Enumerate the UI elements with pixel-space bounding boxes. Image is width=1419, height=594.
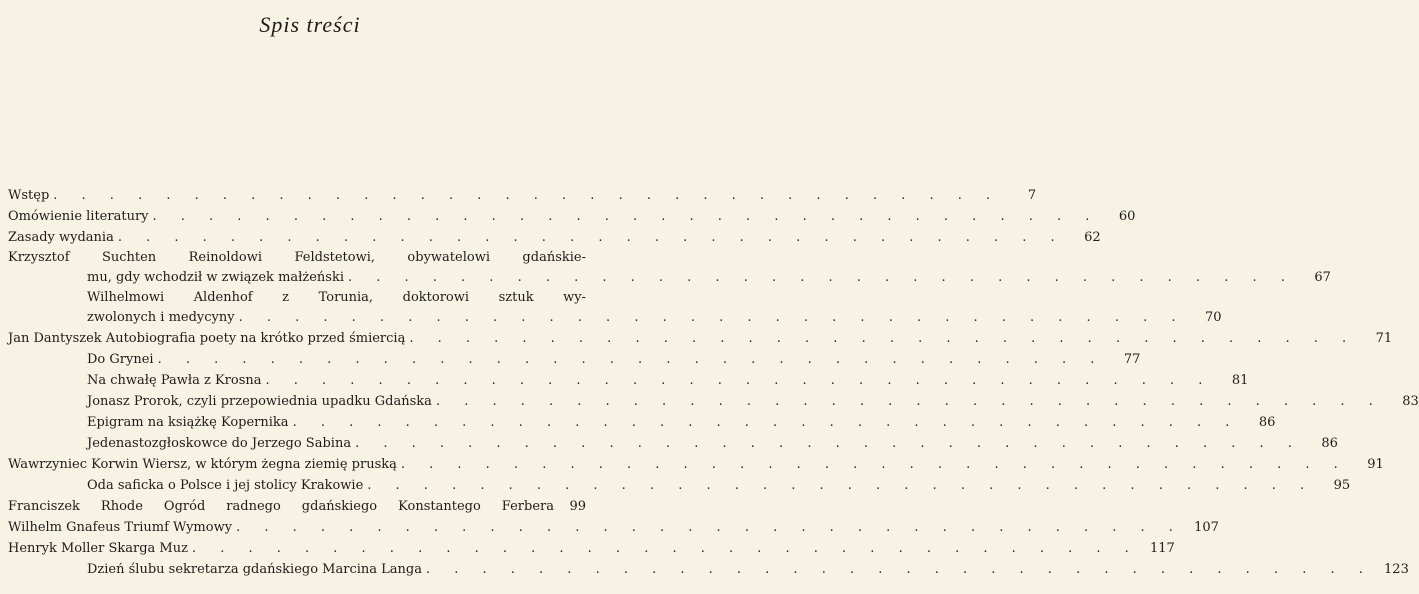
toc-entry-epigram — [8, 412, 1276, 433]
toc-entry-title: Zasady wydania — [8, 230, 114, 245]
toc-entry-zasady — [8, 227, 1101, 248]
toc-entry-page: 60 — [1118, 209, 1136, 224]
toc-entry-title: Epigram na książkę Kopernika — [87, 415, 289, 430]
dot-leader: . . . . . . . . . . . . . . . . . . . . . . . . . . . . . . . . . . — [367, 478, 1315, 493]
toc-entry-title: Krzysztof Suchten Reinoldowi Feldstetowi, obywatelowi gdańskie- — [8, 250, 586, 265]
toc-entry-do-grynei — [8, 349, 1141, 370]
toc-entry-korwin — [8, 454, 1384, 475]
dot-leader: . . . . . . . . . . . . . . . . . . . . . . . . . . . . . . . . . . — [236, 520, 1183, 535]
toc-entry-title: Omówienie literatury — [8, 209, 149, 224]
toc-entry-page: 71 — [1375, 331, 1393, 346]
toc-entry-title: Wilhelm Gnafeus Triumf Wymowy — [8, 520, 233, 535]
toc-entry-page: 91 — [1367, 457, 1384, 472]
toc-entry-rhode — [8, 496, 586, 517]
dot-leader: . . . . . . . . . . . . . . . . . . . . . . . . . . . . . . . . . . — [53, 188, 1001, 203]
toc-entry-page: 99 — [569, 499, 586, 514]
dot-leader: . . . . . . . . . . . . . . . . . . . . . . . . . . . . . . . . . . — [425, 562, 1373, 577]
toc-entry-title: Dzień ślubu sekretarza gdańskiego Marcina Langa — [87, 562, 422, 577]
toc-entry-page: 107 — [1194, 520, 1219, 535]
toc-entry-omowienie — [8, 206, 1136, 227]
toc-entry-gnafeus — [8, 517, 1219, 538]
toc-entry-page: 70 — [1204, 310, 1222, 325]
page-title: Spis treści — [259, 12, 361, 37]
dot-leader: . . . . . . . . . . . . . . . . . . . . . . . . . . . . . . . . . . — [435, 394, 1383, 409]
dot-leader: . . . . . . . . . . . . . . . . . . . . . . . . . . . . . . . . . . — [117, 230, 1065, 245]
dot-leader: . . . . . . . . . . . . . . . . . . . . . . . . . . . . . . . . . . — [347, 270, 1295, 285]
toc-entry-title: Jedenastozgłoskowce do Jerzego Sabina — [87, 436, 352, 451]
toc-entry-title: Wstęp — [8, 188, 50, 203]
dot-leader: . . . . . . . . . . . . . . . . . . . . . . . . . . . . . . . . . . — [238, 310, 1186, 325]
toc-entry-title: Henryk Moller Skarga Muz — [8, 541, 188, 556]
toc-entry-page: 7 — [1027, 188, 1037, 203]
toc-entry-page: 86 — [1321, 436, 1338, 451]
toc-entry-title: Do Grynei — [87, 352, 154, 367]
toc-entry-page: 117 — [1150, 541, 1175, 556]
dot-leader: . . . . . . . . . . . . . . . . . . . . . . . . . . . . . . . . . . — [152, 209, 1100, 224]
toc-entry-moller — [8, 538, 1175, 559]
toc-entry-title: Na chwałę Pawła z Krosna — [87, 373, 262, 388]
toc-entry-title: Wawrzyniec Korwin Wiersz, w którym żegna ziemię pruską — [8, 457, 397, 472]
toc-entry-title: zwolonych i medycyny — [87, 310, 235, 325]
toc-entry-title: Oda saficka o Polsce i jej stolicy Krakowie — [87, 478, 364, 493]
toc-entry-page: 77 — [1123, 352, 1141, 367]
toc-entry-wstep — [8, 185, 1037, 206]
toc-entry-title: Jan Dantyszek Autobiografia poety na krótko przed śmiercią — [8, 331, 406, 346]
toc-entry-dantyszek — [8, 328, 1393, 349]
toc-entry-page: 95 — [1333, 478, 1351, 493]
toc-entry-page: 86 — [1258, 415, 1276, 430]
dot-leader: . . . . . . . . . . . . . . . . . . . . . . . . . . . . . . . . . . — [409, 331, 1357, 346]
toc-entry-page: 83 — [1402, 394, 1419, 409]
toc-entry-jedenastozgloskowce — [8, 433, 1338, 454]
toc-entry-suchten-line1 — [8, 248, 586, 267]
dot-leader: . . . . . . . . . . . . . . . . . . . . . . . . . . . . . . . . . . — [355, 436, 1302, 451]
toc-entry-page: 81 — [1231, 373, 1249, 388]
dot-leader: . . . . . . . . . . . . . . . . . . . . . . . . . . . . . . . . . . — [400, 457, 1348, 472]
toc-entry-aldenhof-line1 — [8, 288, 586, 307]
toc-entry-title: Jonasz Prorok, czyli przepowiednia upadku Gdańska — [87, 394, 432, 409]
toc-entry-dzien-slubu — [8, 559, 1409, 580]
dot-leader: . . . . . . . . . . . . . . . . . . . . . . . . . . . . . . . . . . — [292, 415, 1240, 430]
toc-entry-oda-saficka — [8, 475, 1351, 496]
toc-entry-title: Franciszek Rhode Ogród radnego gdańskiego Konstantego Ferbera — [8, 499, 554, 514]
toc-entry-na-chwale — [8, 370, 1249, 391]
toc-entry-jonasz — [8, 391, 1419, 412]
dot-leader: . . . . . . . . . . . . . . . . . . . . . . . . . . . . . . . . . . — [157, 352, 1105, 367]
toc-entry-page: 62 — [1084, 230, 1101, 245]
table-of-contents — [8, 185, 1419, 580]
toc-entry-page: 67 — [1314, 270, 1331, 285]
toc-entry-aldenhof-line2 — [8, 307, 1222, 328]
toc-entry-title: Wilhelmowi Aldenhof z Torunia, doktorowi sztuk wy- — [87, 290, 586, 305]
toc-entry-page: 123 — [1384, 562, 1409, 577]
dot-leader: . . . . . . . . . . . . . . . . . . . . . . . . . . . . . . . . . . — [265, 373, 1213, 388]
toc-entry-title: mu, gdy wchodził w związek małżeński — [87, 270, 344, 285]
toc-entry-suchten-line2 — [8, 267, 1331, 288]
dot-leader: . . . . . . . . . . . . . . . . . . . . . . . . . . . . . . . . . . — [191, 541, 1139, 556]
